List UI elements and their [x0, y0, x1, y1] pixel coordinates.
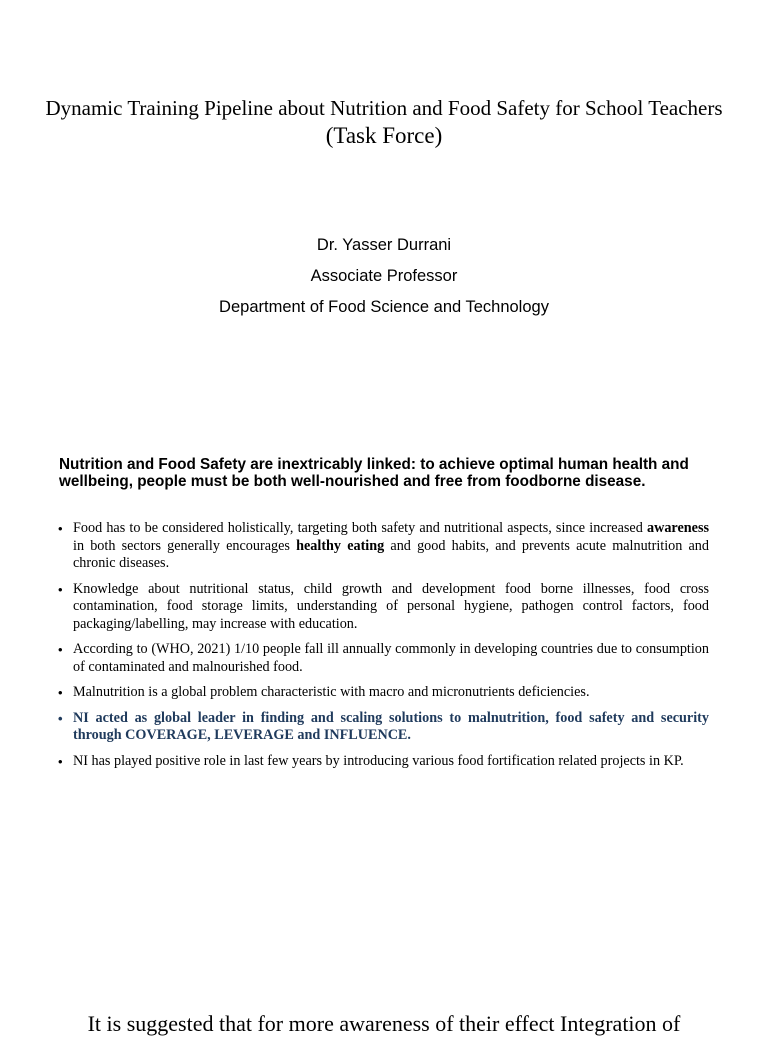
title-line-1: Dynamic Training Pipeline about Nutrition and Food Safety for School Teachers: [45, 96, 723, 120]
footer-text-partial: It is suggested that for more awareness of their effect Integration of: [87, 1011, 681, 1036]
bullet-emphasis-awareness: awareness: [646, 520, 709, 536]
bullet-item: • Malnutrition is a global problem characteristic with macro and micronutrients deficiencies.: [58, 684, 709, 702]
bullet-text: in both sectors generally encourages: [73, 537, 297, 554]
bullet-list: [58, 520, 709, 778]
author-department: Department of Food Science and Technology: [219, 298, 549, 316]
bullet-item-highlighted: • NI acted as global leader in finding and scaling solutions to malnutrition, food safety and security through COVERAGE, LEVERAGE and INFLUENCE.: [58, 710, 709, 745]
bullet-item: • NI has played positive role in last few years by introducing various food fortification related projects in KP.: [58, 753, 709, 771]
bullet-text: Food has to be considered holistically, targeting both safety and nutritional aspects, since increased: [73, 520, 647, 536]
author-position: Associate Professor: [310, 267, 458, 285]
page-title: [0, 95, 768, 149]
bullet-item: [58, 520, 709, 573]
bullet-emphasis-healthy-eating: healthy eating: [296, 537, 385, 554]
bullet-item: • According to (WHO, 2021) 1/10 people fall ill annually commonly in developing countries due to consumption of contaminated and malnourished food.: [58, 641, 709, 676]
section-headline: Nutrition and Food Safety are inextricably linked: to achieve optimal human health and wellbeing, people must be both well-nourished and free from foodborne disease.: [59, 456, 689, 490]
bullet-item: • Knowledge about nutritional status, child growth and development food borne illnesses, food cross contamination, food storage limits, understanding of personal hygiene, pathogen control factors, food packaging/labelling, may increase with education.: [58, 581, 709, 634]
author-name: Dr. Yasser Durrani: [316, 236, 452, 254]
title-line-2: (Task Force): [325, 123, 443, 148]
author-block: [0, 230, 768, 323]
bullet-text: and good habits, and prevents acute malnutrition and chronic diseases.: [73, 537, 709, 571]
